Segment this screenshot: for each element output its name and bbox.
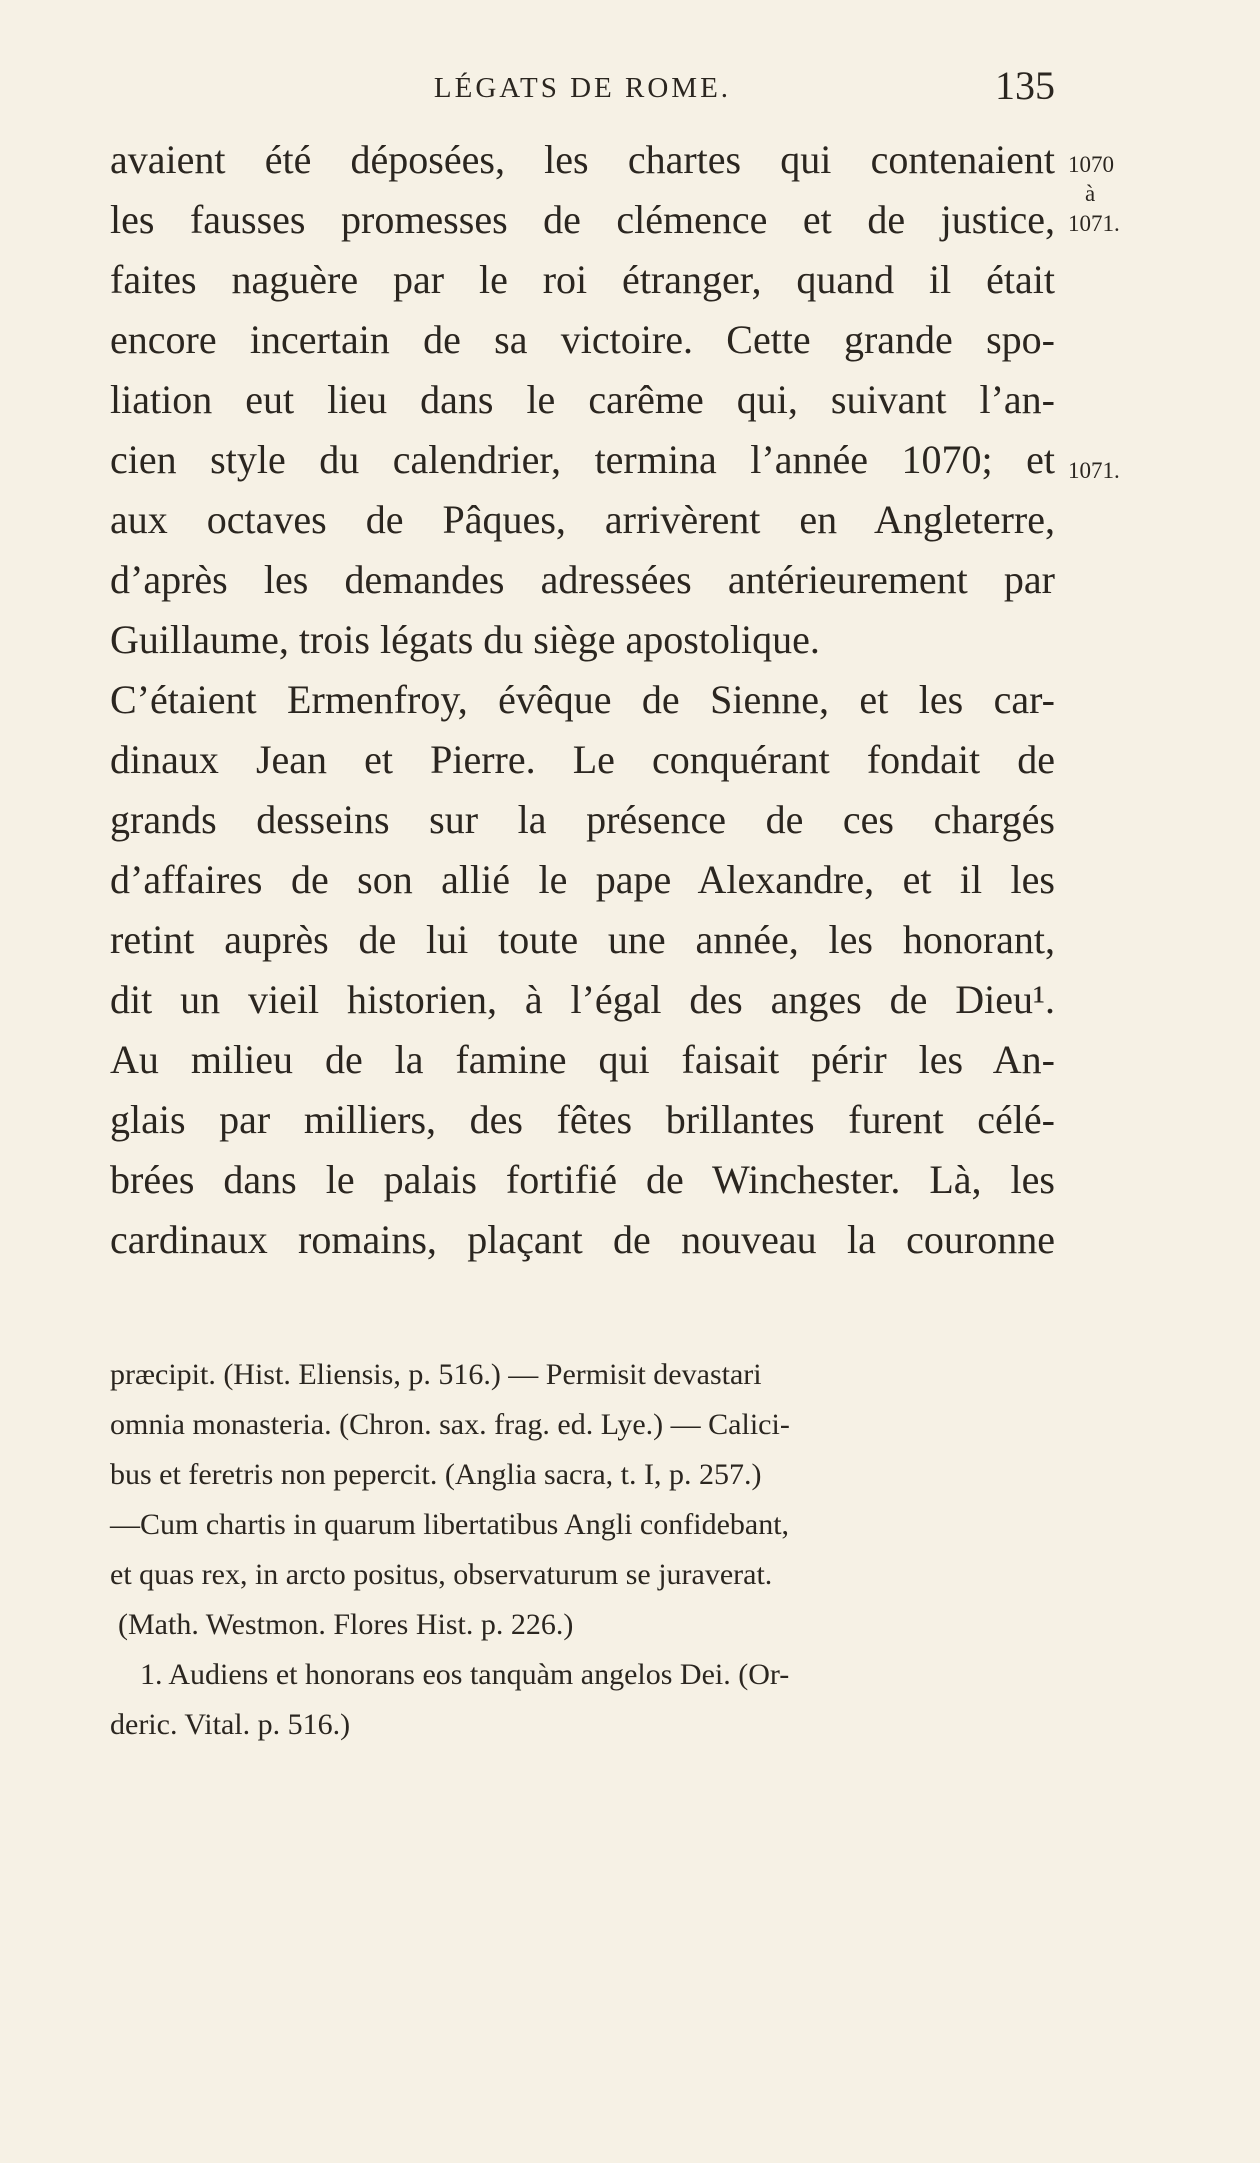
footnote-line-3: bus et feretris non pepercit. (Anglia sacra, t. I, p. 257.) — [110, 1458, 762, 1491]
margin-year-end: 1071. — [1068, 211, 1120, 236]
body-line-5: liation eut lieu dans le carême qui, suivant l’an- — [110, 377, 1055, 422]
body-line-4: encore incertain de sa victoire. Cette grande spo- — [110, 317, 1055, 362]
running-header — [110, 63, 1055, 114]
body-line-10: C’étaient Ermenfroy, évêque de Sienne, et les car- — [110, 677, 1055, 722]
body-line-14: retint auprès de lui toute une année, les honorant, — [110, 917, 1055, 962]
body-line-15: dit un vieil historien, à l’égal des anges de Dieu¹. — [110, 977, 1055, 1022]
body-line-13: d’affaires de son allié le pape Alexandre, et il les — [110, 857, 1055, 902]
footnote-line-8: deric. Vital. p. 516.) — [110, 1708, 351, 1741]
body-line-1: avaient été déposées, les chartes qui contenaient — [110, 137, 1055, 182]
body-line-19: cardinaux romains, plaçant de nouveau la couronne — [110, 1217, 1055, 1262]
body-line-8: d’après les demandes adressées antérieurement par — [110, 557, 1055, 602]
margin-year-sep: à — [1085, 181, 1096, 206]
body-line-6: cien style du calendrier, termina l’année 1070; et — [110, 437, 1055, 482]
body-line-7: aux octaves de Pâques, arrivèrent en Angleterre, — [110, 497, 1055, 542]
body-line-17: glais par milliers, des fêtes brillantes furent célé- — [110, 1097, 1055, 1142]
footnote-line-5: et quas rex, in arcto positus, observaturum se juraverat. — [110, 1558, 773, 1591]
running-title: LÉGATS DE ROME. — [433, 72, 732, 104]
body-line-2: les fausses promesses de clémence et de justice, — [110, 197, 1055, 242]
footnote-line-1: præcipit. (Hist. Eliensis, p. 516.) — Permisit devastari — [110, 1358, 762, 1391]
body-line-16: Au milieu de la famine qui faisait périr les An- — [110, 1037, 1055, 1082]
body-line-11: dinaux Jean et Pierre. Le conquérant fondait de — [110, 737, 1055, 782]
footnote-line-6: (Math. Westmon. Flores Hist. p. 226.) — [118, 1608, 574, 1641]
footnote-line-7: 1. Audiens et honorans eos tanquàm angelos Dei. (Or- — [140, 1658, 790, 1691]
footnote-line-2: omnia monasteria. (Chron. sax. frag. ed. Lye.) — Calici- — [110, 1408, 790, 1441]
footnote-line-4: —Cum chartis in quarum libertatibus Angli confidebant, — [110, 1508, 790, 1541]
page-number: 135 — [995, 63, 1055, 108]
margin-year-start: 1070 — [1068, 152, 1114, 177]
margin-year-single: 1071. — [1068, 458, 1120, 483]
body-line-12: grands desseins sur la présence de ces chargés — [110, 797, 1055, 842]
body-line-3: faites naguère par le roi étranger, quand il était — [110, 257, 1055, 302]
body-line-18: brées dans le palais fortifié de Winchester. Là, les — [110, 1157, 1055, 1202]
body-line-9: Guillaume, trois légats du siège apostolique. — [110, 617, 820, 662]
